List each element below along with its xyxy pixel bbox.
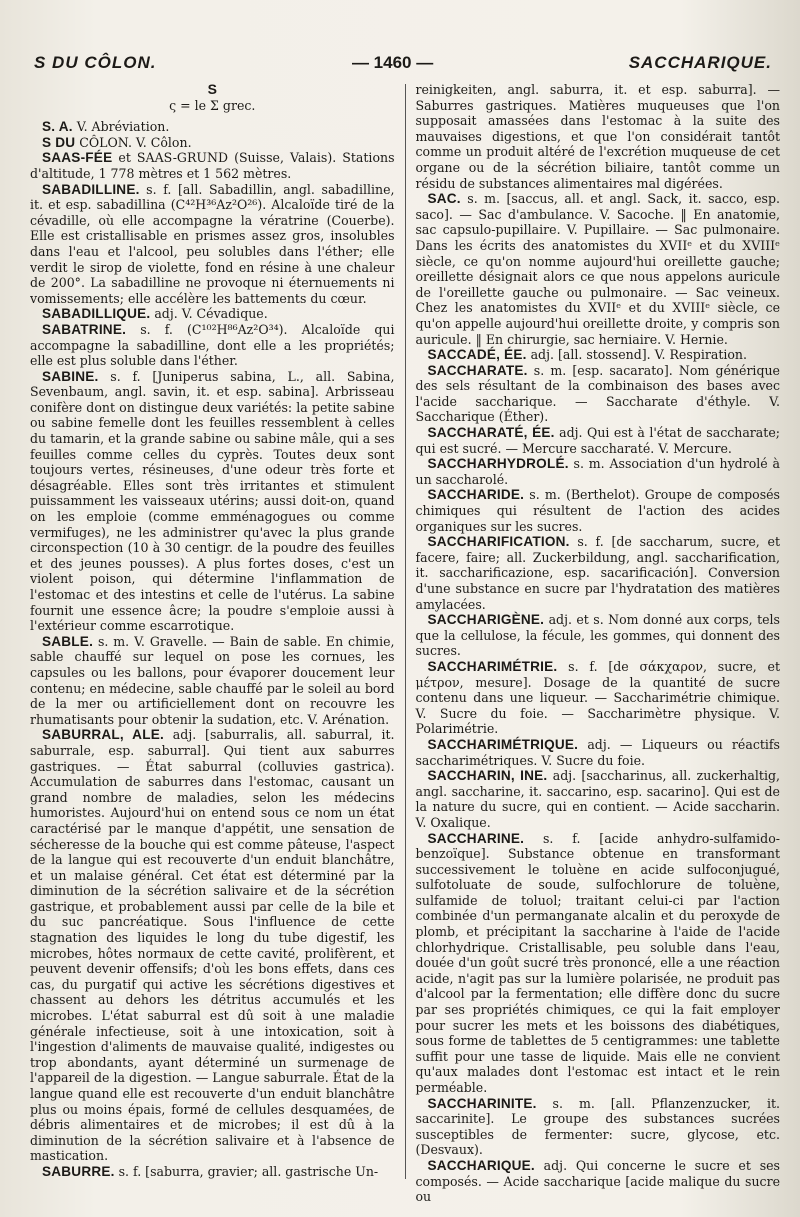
entry-saccharinite: SACCHARINITE. s. m. [all. Pflanzenzucker, it. saccarinite]. Le groupe des substances sucrées susceptibles de fermenter: sucre, glycose, etc. (Desvaux). [415, 1095, 780, 1158]
headword: SABLE. [42, 633, 94, 649]
entry-sable: SABLE. s. m. V. Gravelle. — Bain de sable. En chimie, sable chauffé sur lequel on pose les cornues, les capsules ou les ballons, pour évaporer doucement leur contenu; en médecine, sable chauffé par le soleil au bord de la mer ou artificiellement dont on recouvre les rhumatisants pour obtenir la sudation, etc. V. Arénation. [30, 633, 395, 727]
entry-saccharimetrique: SACCHARIMÉTRIQUE. adj. — Liqueurs ou réactifs saccharimétriques. V. Sucre du foie. [415, 736, 780, 768]
entry-saburre-cont: reinigkeiten, angl. saburra, it. et esp. saburra]. — Saburres gastriques. Matières muqueuses que l'on supposait amassées dans l'estomac à la suite des mauvaises digestions, et que l'on considérait tantôt comme un produit altéré de l'excrétion muqueuse de cet organe ou de la sécrétion biliaire, tantôt comme un résidu de substances alimentaires mal digérées. [415, 82, 780, 191]
entry-saccharification: SACCHARIFICATION. s. f. [de saccharum, sucre, et facere, faire; all. Zuckerbildung, angl. saccharification, it. saccharificazione, esp. sacarificación]. Conversion d'une substance en sucre par l'hydratation des matières amylacées. [415, 534, 780, 612]
headword: SAC. [427, 191, 461, 207]
entry-saccharide: SACCHARIDE. s. m. (Berthelot). Groupe de composés chimiques qui résultent de l'action des acides organiques sur les sucres. [415, 487, 780, 534]
column-rule [405, 84, 406, 1179]
entry-saccharate: SACCHARATE. s. m. [esp. sacarato]. Nom générique des sels résultant de la combinaison des bases avec l'acide saccharique. — Saccharate d'éthyle. V. Saccharique (Éther). [415, 362, 780, 425]
headword: SACCHARIQUE. [427, 1157, 535, 1173]
headword: SABATRINE. [42, 321, 127, 337]
headword: S. A. [42, 119, 73, 135]
headword: SACCHARINITE. [427, 1095, 537, 1111]
entry-grec: ς = le Σ grec. [169, 97, 256, 113]
entry-sav: S. A. V. Abréviation. [42, 119, 170, 135]
entry-saas-fee: SAAS-FÉE et SAAS-GRUND (Suisse, Valais). Stations d'altitude, 1 778 mètres et 1 562 mètres. [30, 150, 395, 181]
headword: SACCHARINE. [427, 830, 525, 846]
left-column [30, 82, 395, 1209]
entry-sabine: SABINE. s. f. [Juniperus sabina, L., all. Sabina, Sevenbaum, angl. savin, it. et esp. sabina]. Arbrisseau conifère dont on distingue deux variétés: la petite sabine ou sabine femelle dont les feuilles ressemblent à celles du tamarin, et la grande sabine ou sabine mâle, qui a ses feuilles comme celles du cyprès. Toutes deux sont toujours vertes, résineuses, d'une odeur très forte et désagréable. Elles sont très irritantes et stimulent puissamment les vaisseaux utérins; aussi doit-on, quand on les emploie (comme emménagogues ou comme vermifuges), ne les administrer qu'avec la plus grande circonspection (10 à 30 centigr. de la poudre des feuilles et des jeunes pousses). A plus fortes doses, c'est un violent poison, qui détermine l'inflammation de l'estomac et des intestins et celle de l'utérus. La sabine fournit une essence âcre; la poudre s'emploie aussi à l'extérieur comme escarrotique. [30, 368, 395, 634]
header-left: S DU CÔLON. [34, 53, 157, 72]
headword: SACCHARIMÉTRIQUE. [427, 736, 579, 752]
headword: SABURRAL, ALE. [42, 727, 164, 743]
entry-saccharimetrie: SACCHARIMÉTRIE. s. f. [de σάκχαρον, sucre, et μέτρον, mesure]. Dosage de la quantité de sucre contenu dans une liqueur. — Saccharimétrie chimique. V. Sucre du foie. — Saccharimètre physique. V. Polarimétrie. [415, 658, 780, 737]
headword: SACCHARATE. [427, 362, 528, 378]
entry-sabatrine: SABATRINE. s. f. (C¹⁰²H⁸⁶Az²O³⁴). Alcaloïde qui accompagne la sabadilline, dont elle a les propriétés; elle est plus soluble dans l'éther. [30, 321, 395, 369]
headword: SACCADÉ, ÉE. [427, 347, 527, 363]
two-column-body [30, 82, 780, 1209]
headword: SABINE. [42, 368, 99, 384]
headword: SACCHARIMÉTRIE. [427, 658, 558, 674]
headword: SACCHARIN, INE. [427, 768, 548, 784]
entry-saccharique: SACCHARIQUE. adj. Qui concerne le sucre et ses composés. — Acide saccharique [acide malique du sucre ou [415, 1157, 780, 1205]
headword: SACCHARIDE. [427, 487, 525, 503]
entry-saccharigene: SACCHARIGÈNE. adj. et s. Nom donné aux corps, tels que la cellulose, la fécule, les gommes, qui donnent des sucres. [415, 612, 780, 659]
header-right: SACCHARIQUE. [628, 53, 772, 72]
entry-saburre: SABURRE. s. f. [saburra, gravier; all. gastrische Un- [42, 1163, 379, 1179]
entry-s-du-colon: S DU CÔLON. V. Côlon. [42, 134, 192, 150]
entry-sabadillique: SABADILLIQUE. adj. V. Cévadique. [42, 306, 268, 322]
entry-saccharine: SACCHARINE. s. f. [acide anhydro-sulfamido-benzoïque]. Substance obtenue en transformant successivement le toluène en acide sulfoconjugué, sulfotoluate de soude, sulfochlorure de toluène, sulfamide de toluol; traitant celui-ci par l'action combinée d'un permanganate alcalin et du peroxyde de plomb, et précipitant la saccharine à l'aide de l'acide chlorhydrique. Cristallisable, peu soluble dans l'eau, douée d'un goût sucré très prononcé, elle a une réaction acide, n'agit pas sur la lumière polarisée, ne produit pas d'alcool par la fermentation; elle diffère donc du sucre par ses propriétés chimiques, ce qui la fait employer pour sucrer les mets et les boissons des diabétiques, sous forme de tablettes de 5 centigrammes: une tablette suffit pour une tasse de liquide. Mais elle ne convient qu'aux malades dont l'estomac est intact et le rein perméable. [415, 830, 780, 1095]
entry-saburral: SABURRAL, ALE. adj. [saburralis, all. saburral, it. saburrale, esp. saburral]. Qui tient aux saburres gastriques. — État saburral (colluvies gastrica). Accumulation de saburres dans l'estomac, causant un grand nombre de maladies, selon les médecins humoristes. Aujourd'hui on entend sous ce nom un état caractérisé par le manque d'appétit, une sensation de sécheresse de la bouche qui est comme pâteuse, l'aspect de la langue qui est recouverte d'un enduit blanchâtre, et un malaise général. Cet état est déterminé par la diminution de la sécrétion salivaire et de la sécrétion gastrique, et probablement aussi par celle de la bile et du suc pancréatique. Sous l'influence de cette stagnation des liquides le long du tube digestif, les microbes, hôtes normaux de cette cavité, prolifèrent, et peuvent devenir offensifs; d'où les bons effets, dans ces cas, du purgatif qui active les sécrétions digestives et chassent au dehors les détritus accumulés et les microbes. L'état saburral est dû soit à une maladie générale infectieuse, soit à une intoxication, soit à l'ingestion d'aliments de mauvaise qualité, indigestes ou trop abondants, ayant déterminé un surmenage de l'appareil de la digestion. — Langue saburrale. État de la langue quand elle est recouverte d'un enduit blanchâtre plus ou moins épais, formé de cellules desquamées, de débris alimentaires et de microbes; il est dû à la diminution de la sécrétion salivaire et à l'absence de mastication. [30, 727, 395, 1164]
page-number: — 1460 — [351, 53, 434, 72]
headword: SACCHARATÉ, ÉE. [427, 425, 555, 441]
right-column [415, 82, 780, 1209]
section-letter: S [207, 82, 217, 97]
headword: SACCHARHYDROLÉ. [427, 456, 569, 472]
headword: SABADILLINE. [42, 181, 140, 197]
headword: SAAS-FÉE [42, 150, 113, 166]
entry-saccade: SACCADÉ, ÉE. adj. [all. stossend]. V. Respiration. [427, 347, 747, 363]
entry-sac: SAC. s. m. [saccus, all. et angl. Sack, it. sacco, esp. saco]. — Sac d'ambulance. V. Sacoche. ‖ En anatomie, sac capsulo-pupillaire. V. Pupillaire. — Sac pulmonaire. Dans les écrits des anatomistes du XVIIᵉ et du XVIIIᵉ siècle, ce qu'on nomme aujourd'hui oreillette gauche; oreillette désignait alors ce que nous appelons auricule de l'oreillette gauche ou pulmonaire. — Sac veineux. Chez les anatomistes du XVIIᵉ et du XVIIIᵉ siècle, ce qu'on appelle aujourd'hui oreillette droite, y compris son auricule. ‖ En chirurgie, sac herniaire. V. Hernie. [415, 191, 780, 347]
headword: SACCHARIGÈNE. [427, 612, 545, 628]
entry-sabadilline: SABADILLINE. s. f. [all. Sabadillin, angl. sabadilline, it. et esp. sabadillina (C⁴²H³⁶Az²O²⁶). Alcaloïde tiré de la cévadille, où elle accompagne la vératrine (Couerbe). Elle est cristallisable en prismes assez gros, insolubles dans l'eau et l'alcool, peu solubles dans l'éther; elle verdit le sirop de violette, fond en résine à une chaleur de 200°. La sabadilline ne provoque ni éternuements ni vomissements; elle accélère les battements du cœur. [30, 181, 395, 306]
running-header [34, 48, 772, 78]
entry-saccharin: SACCHARIN, INE. adj. [saccharinus, all. zuckerhaltig, angl. saccharine, it. saccarino, esp. sacarino]. Qui est de la nature du sucre, qui en contient. — Acide saccharin. V. Oxalique. [415, 768, 780, 830]
headword: SACCHARIFICATION. [427, 534, 570, 550]
headword: S DU [42, 134, 76, 150]
entry-saccharate-adj: SACCHARATÉ, ÉE. adj. Qui est à l'état de saccharate; qui est sucré. — Mercure saccharaté. V. Mercure. [415, 425, 780, 456]
entry-saccharhydrole: SACCHARHYDROLÉ. s. m. Association d'un hydrolé à un saccharolé. [415, 456, 780, 487]
headword: SABURRE. [42, 1163, 115, 1179]
headword: SABADILLIQUE. [42, 306, 151, 322]
